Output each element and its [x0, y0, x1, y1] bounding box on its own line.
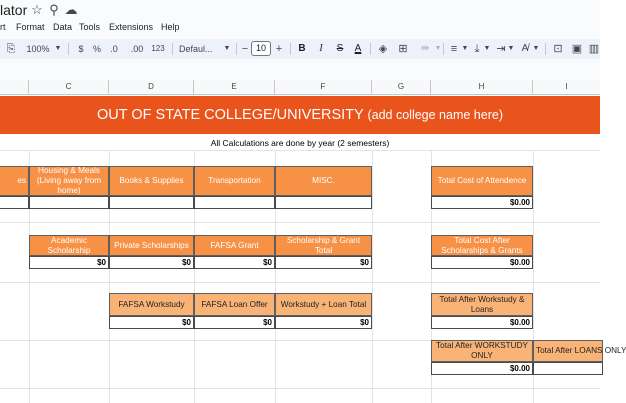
- column-header-e[interactable]: E: [194, 80, 275, 95]
- header-fafsa-loan-offer[interactable]: FAFSA Loan Offer: [194, 293, 275, 316]
- menu-item-extensions[interactable]: Extensions: [109, 22, 154, 32]
- menu-item-data[interactable]: Data: [53, 22, 73, 32]
- decrease-decimal-button[interactable]: .0: [110, 44, 118, 54]
- divider: [68, 43, 69, 55]
- header-total-after-workstudy-only[interactable]: Total After WORKSTUDY ONLY: [431, 340, 533, 362]
- banner-note: (add college name here): [367, 108, 503, 122]
- header-fafsa-workstudy[interactable]: FAFSA Workstudy: [109, 293, 194, 316]
- calculation-note[interactable]: All Calculations are done by year (2 semesters): [210, 138, 390, 148]
- strikethrough-button[interactable]: S: [336, 43, 344, 54]
- merge-cells-icon[interactable]: ⇹: [420, 43, 430, 54]
- rotation-chevron-down-icon[interactable]: ▼: [532, 45, 540, 52]
- header-total-cost-attendance[interactable]: Total Cost of Attendence: [431, 166, 533, 196]
- header-total-after-scholarships[interactable]: Total Cost After Scholarships & Grants: [431, 235, 533, 256]
- header-tuition[interactable]: es: [0, 166, 29, 196]
- divider: [290, 43, 291, 55]
- menu-item-format[interactable]: Format: [16, 22, 45, 32]
- increase-decimal-button[interactable]: .00: [130, 44, 144, 54]
- divider: [172, 43, 173, 55]
- header-scholarship-grant-total[interactable]: Scholarship & Grant Total: [275, 235, 372, 256]
- percent-format-button[interactable]: %: [92, 44, 101, 54]
- value-cell-transportation[interactable]: [194, 196, 275, 209]
- italic-button[interactable]: I: [319, 43, 323, 54]
- header-total-after-loans-only[interactable]: Total After LOANS ONLY: [533, 340, 603, 362]
- decrease-font-size-button[interactable]: −: [241, 43, 249, 55]
- value-fafsa-workstudy[interactable]: $0: [109, 316, 194, 329]
- insert-link-icon[interactable]: ⊡: [553, 43, 563, 55]
- divider: [370, 43, 371, 55]
- value-cell-books[interactable]: [109, 196, 194, 209]
- column-header-f[interactable]: F: [275, 80, 372, 95]
- header-transportation[interactable]: Transportation: [194, 166, 275, 196]
- insert-chart-icon[interactable]: ▥: [588, 43, 600, 55]
- value-total-after-workstudy-only[interactable]: $0.00: [431, 362, 533, 375]
- paint-format-icon[interactable]: ⎘: [6, 43, 16, 55]
- merge-chevron-down-icon[interactable]: ▼: [434, 45, 442, 52]
- menu-item-insert[interactable]: rt: [0, 22, 6, 32]
- value-cell-housing[interactable]: [29, 196, 109, 209]
- divider: [443, 43, 444, 55]
- column-header-h[interactable]: H: [431, 80, 533, 95]
- value-workstudy-loan-total[interactable]: $0: [275, 316, 372, 329]
- horizontal-align-icon[interactable]: ≡: [450, 43, 458, 55]
- valign-chevron-down-icon[interactable]: ▼: [483, 45, 491, 52]
- number-format-button[interactable]: 123: [151, 44, 165, 53]
- divider: [236, 43, 237, 55]
- value-cell-tuition[interactable]: [0, 196, 29, 209]
- value-scholarship-grant-total[interactable]: $0: [275, 256, 372, 269]
- value-total-after-scholarships[interactable]: $0.00: [431, 256, 533, 269]
- gridline: [0, 282, 600, 283]
- value-fafsa-grant[interactable]: $0: [194, 256, 275, 269]
- text-color-button[interactable]: A: [354, 43, 362, 54]
- bold-button[interactable]: B: [298, 43, 306, 54]
- borders-icon[interactable]: ⊞: [398, 43, 408, 55]
- header-books-supplies[interactable]: Books & Supplies: [109, 166, 194, 196]
- header-misc[interactable]: MISC.: [275, 166, 372, 196]
- zoom-chevron-down-icon[interactable]: ▼: [54, 45, 62, 52]
- cloud-status-icon[interactable]: ☁: [64, 2, 78, 17]
- value-academic-scholarship[interactable]: $0: [29, 256, 109, 269]
- column-header-i[interactable]: I: [533, 80, 600, 95]
- currency-format-button[interactable]: $: [78, 44, 84, 54]
- zoom-select[interactable]: 100%: [26, 44, 50, 54]
- toolbar: [0, 39, 600, 59]
- header-workstudy-loan-total[interactable]: Workstudy + Loan Total: [275, 293, 372, 316]
- menu-item-tools[interactable]: Tools: [79, 22, 101, 32]
- fill-color-icon[interactable]: ◈: [378, 43, 388, 55]
- font-size-input[interactable]: 10: [251, 41, 271, 56]
- header-fafsa-grant[interactable]: FAFSA Grant: [194, 235, 275, 256]
- header-total-after-workstudy-loans[interactable]: Total After Workstudy & Loans: [431, 293, 533, 316]
- vertical-align-icon[interactable]: ⤓: [474, 43, 480, 55]
- text-rotation-icon[interactable]: A̸: [521, 43, 529, 54]
- increase-font-size-button[interactable]: +: [275, 43, 283, 55]
- text-wrap-icon[interactable]: ⇥: [496, 43, 506, 55]
- gridline: [372, 150, 373, 403]
- gridline: [0, 150, 600, 151]
- star-icon[interactable]: ☆: [31, 2, 43, 17]
- value-private-scholarships[interactable]: $0: [109, 256, 194, 269]
- wrap-chevron-down-icon[interactable]: ▼: [507, 45, 515, 52]
- banner-title: OUT OF STATE COLLEGE/UNIVERSITY: [97, 107, 364, 123]
- value-fafsa-loan-offer[interactable]: $0: [194, 316, 275, 329]
- gridline: [0, 388, 600, 389]
- column-header-g[interactable]: G: [372, 80, 431, 95]
- font-chevron-down-icon[interactable]: ▼: [223, 45, 231, 52]
- header-private-scholarships[interactable]: Private Scholarships: [109, 235, 194, 256]
- sheet-banner[interactable]: [0, 96, 600, 134]
- value-total-after-workstudy-loans[interactable]: $0.00: [431, 316, 533, 329]
- value-total-cost-attendance[interactable]: $0.00: [431, 196, 533, 209]
- document-title[interactable]: lator: [0, 2, 28, 18]
- column-header-b[interactable]: [0, 80, 29, 95]
- gridline: [0, 222, 600, 223]
- menu-item-help[interactable]: Help: [161, 22, 180, 32]
- column-header-d[interactable]: D: [109, 80, 194, 95]
- value-total-after-loans-only[interactable]: [533, 362, 603, 375]
- header-academic-scholarship[interactable]: Academic Scholarship: [29, 235, 109, 256]
- header-housing-meals[interactable]: Housing & Meals (Living away from home): [29, 166, 109, 196]
- font-select[interactable]: Defaul...: [179, 44, 213, 54]
- halign-chevron-down-icon[interactable]: ▼: [461, 45, 469, 52]
- divider: [545, 43, 546, 55]
- insert-comment-icon[interactable]: ▣: [571, 43, 583, 55]
- move-icon[interactable]: ⚲: [49, 2, 59, 17]
- column-header-c[interactable]: C: [29, 80, 109, 95]
- value-cell-misc[interactable]: [275, 196, 372, 209]
